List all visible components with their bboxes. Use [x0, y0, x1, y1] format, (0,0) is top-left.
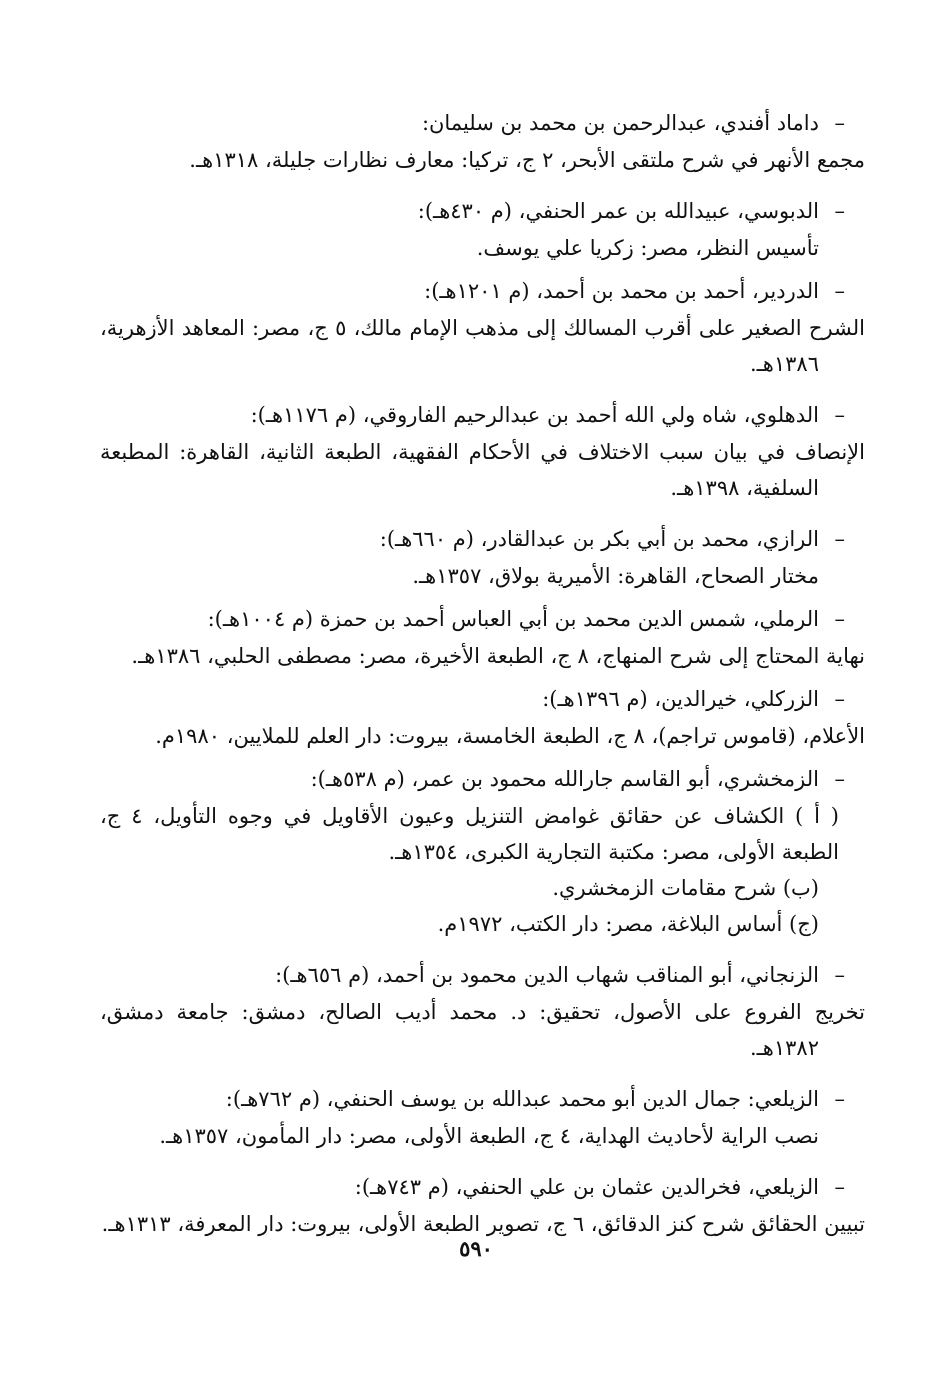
author-text: داماد أفندي، عبدالرحمن بن محمد بن سليمان: [421, 111, 819, 135]
bib-entry-damad [100, 104, 865, 178]
entry-work-c: (ج) أساس البلاغة، مصر: دار الكتب، ١٩٧٢م. [437, 912, 819, 936]
author-text: الزركلي، خيرالدين، (م ١٣٩٦هـ): [542, 687, 819, 711]
author-text: الزمخشري، أبو القاسم جارالله محمود بن عمر، (م ٥٣٨هـ): [310, 767, 819, 791]
entry-author [100, 680, 845, 718]
entry-work: تخريج الفروع على الأصول، تحقيق: د. محمد أديب الصالح، دمشق: جامعة دمشق، ١٣٨٢هـ. [100, 1000, 865, 1060]
author-text: الدبوسي، عبيدالله بن عمر الحنفي، (م ٤٣٠هـ): [417, 199, 819, 223]
entry-dash: – [834, 767, 845, 791]
entry-author [100, 600, 845, 638]
entry-work: تأسيس النظر، مصر: زكريا علي يوسف. [476, 236, 819, 260]
bib-entry-zanjani [100, 956, 865, 1066]
entry-dash: – [834, 111, 845, 135]
author-text: الزيلعي، فخرالدين عثمان بن علي الحنفي، (م ٧٤٣هـ): [354, 1175, 819, 1199]
entry-author [100, 956, 845, 994]
author-text: الرملي، شمس الدين محمد بن أبي العباس أحمد بن حمزة (م ١٠٠٤هـ): [207, 607, 819, 631]
entry-dash: – [834, 1175, 845, 1199]
bib-entry-ramli [100, 600, 865, 674]
author-text: الرازي، محمد بن أبي بكر بن عبدالقادر، (م ٦٦٠هـ): [379, 527, 819, 551]
bib-entry-zaylai-fakhr [100, 1168, 865, 1242]
author-text: الزيلعي: جمال الدين أبو محمد عبدالله بن يوسف الحنفي، (م ٧٦٢هـ): [225, 1087, 819, 1111]
entry-dash: – [834, 403, 845, 427]
bib-entry-razi [100, 520, 845, 594]
entry-work: تبيين الحقائق شرح كنز الدقائق، ٦ ج، تصوير الطبعة الأولى، بيروت: دار المعرفة، ١٣١٣هـ. [101, 1212, 865, 1236]
entry-work: نصب الراية لأحاديث الهداية، ٤ ج، الطبعة الأولى، مصر: دار المأمون، ١٣٥٧هـ. [159, 1124, 819, 1148]
entry-author [100, 396, 845, 434]
entry-work: مجمع الأنهر في شرح ملتقى الأبحر، ٢ ج، تركيا: معارف نظارات جليلة، ١٣١٨هـ. [189, 148, 865, 172]
entry-dash: – [834, 607, 845, 631]
bib-entry-dabusi [100, 192, 845, 266]
entry-work: مختار الصحاح، القاهرة: الأميرية بولاق، ١٣٥٧هـ. [412, 564, 819, 588]
entry-work-a: ( أ ) الكشاف عن حقائق غوامض التنزيل وعيون الأقاويل في وجوه التأويل، ٤ ج، الطبعة الأولى، مصر: مكتبة التجارية الكبرى، ١٣٥٤هـ. [100, 804, 839, 864]
entry-author [100, 272, 845, 310]
entry-work-b: (ب) شرح مقامات الزمخشري. [552, 876, 819, 900]
bibliography-list [100, 104, 865, 1256]
entry-author [100, 104, 845, 142]
entry-author [100, 1168, 845, 1206]
entry-work: نهاية المحتاج إلى شرح المنهاج، ٨ ج، الطبعة الأخيرة، مصر: مصطفى الحلبي، ١٣٨٦هـ. [131, 644, 865, 668]
entry-author [100, 1080, 845, 1118]
page-number: ٥٩٠ [459, 1236, 493, 1261]
author-text: الزنجاني، أبو المناقب شهاب الدين محمود بن أحمد، (م ٦٥٦هـ): [275, 963, 819, 987]
entry-dash: – [834, 687, 845, 711]
entry-dash: – [834, 527, 845, 551]
entry-dash: – [834, 1087, 845, 1111]
entry-work: الأعلام، (قاموس تراجم)، ٨ ج، الطبعة الخامسة، بيروت: دار العلم للملايين، ١٩٨٠م. [155, 724, 865, 748]
entry-dash: – [834, 963, 845, 987]
entry-author [100, 520, 845, 558]
author-text: الدردير، أحمد بن محمد بن أحمد، (م ١٢٠١هـ): [424, 279, 819, 303]
bib-entry-dardir [100, 272, 865, 382]
entry-dash: – [834, 199, 845, 223]
bib-entry-zirikli [100, 680, 865, 754]
bib-entry-zaylai-jamal [100, 1080, 845, 1154]
entry-work: الشرح الصغير على أقرب المسالك إلى مذهب الإمام مالك، ٥ ج، مصر: المعاهد الأزهرية، ١٣٨٦هـ. [100, 316, 865, 376]
bib-entry-zamakhshari [100, 760, 845, 942]
entry-author [100, 192, 845, 230]
author-text: الدهلوي، شاه ولي الله أحمد بن عبدالرحيم الفاروقي، (م ١١٧٦هـ): [250, 403, 819, 427]
bib-entry-dehlawi [100, 396, 865, 506]
entry-dash: – [834, 279, 845, 303]
entry-author [100, 760, 845, 798]
entry-work: الإنصاف في بيان سبب الاختلاف في الأحكام الفقهية، الطبعة الثانية، القاهرة: المطبعة السلفية، ١٣٩٨هـ. [100, 440, 865, 500]
